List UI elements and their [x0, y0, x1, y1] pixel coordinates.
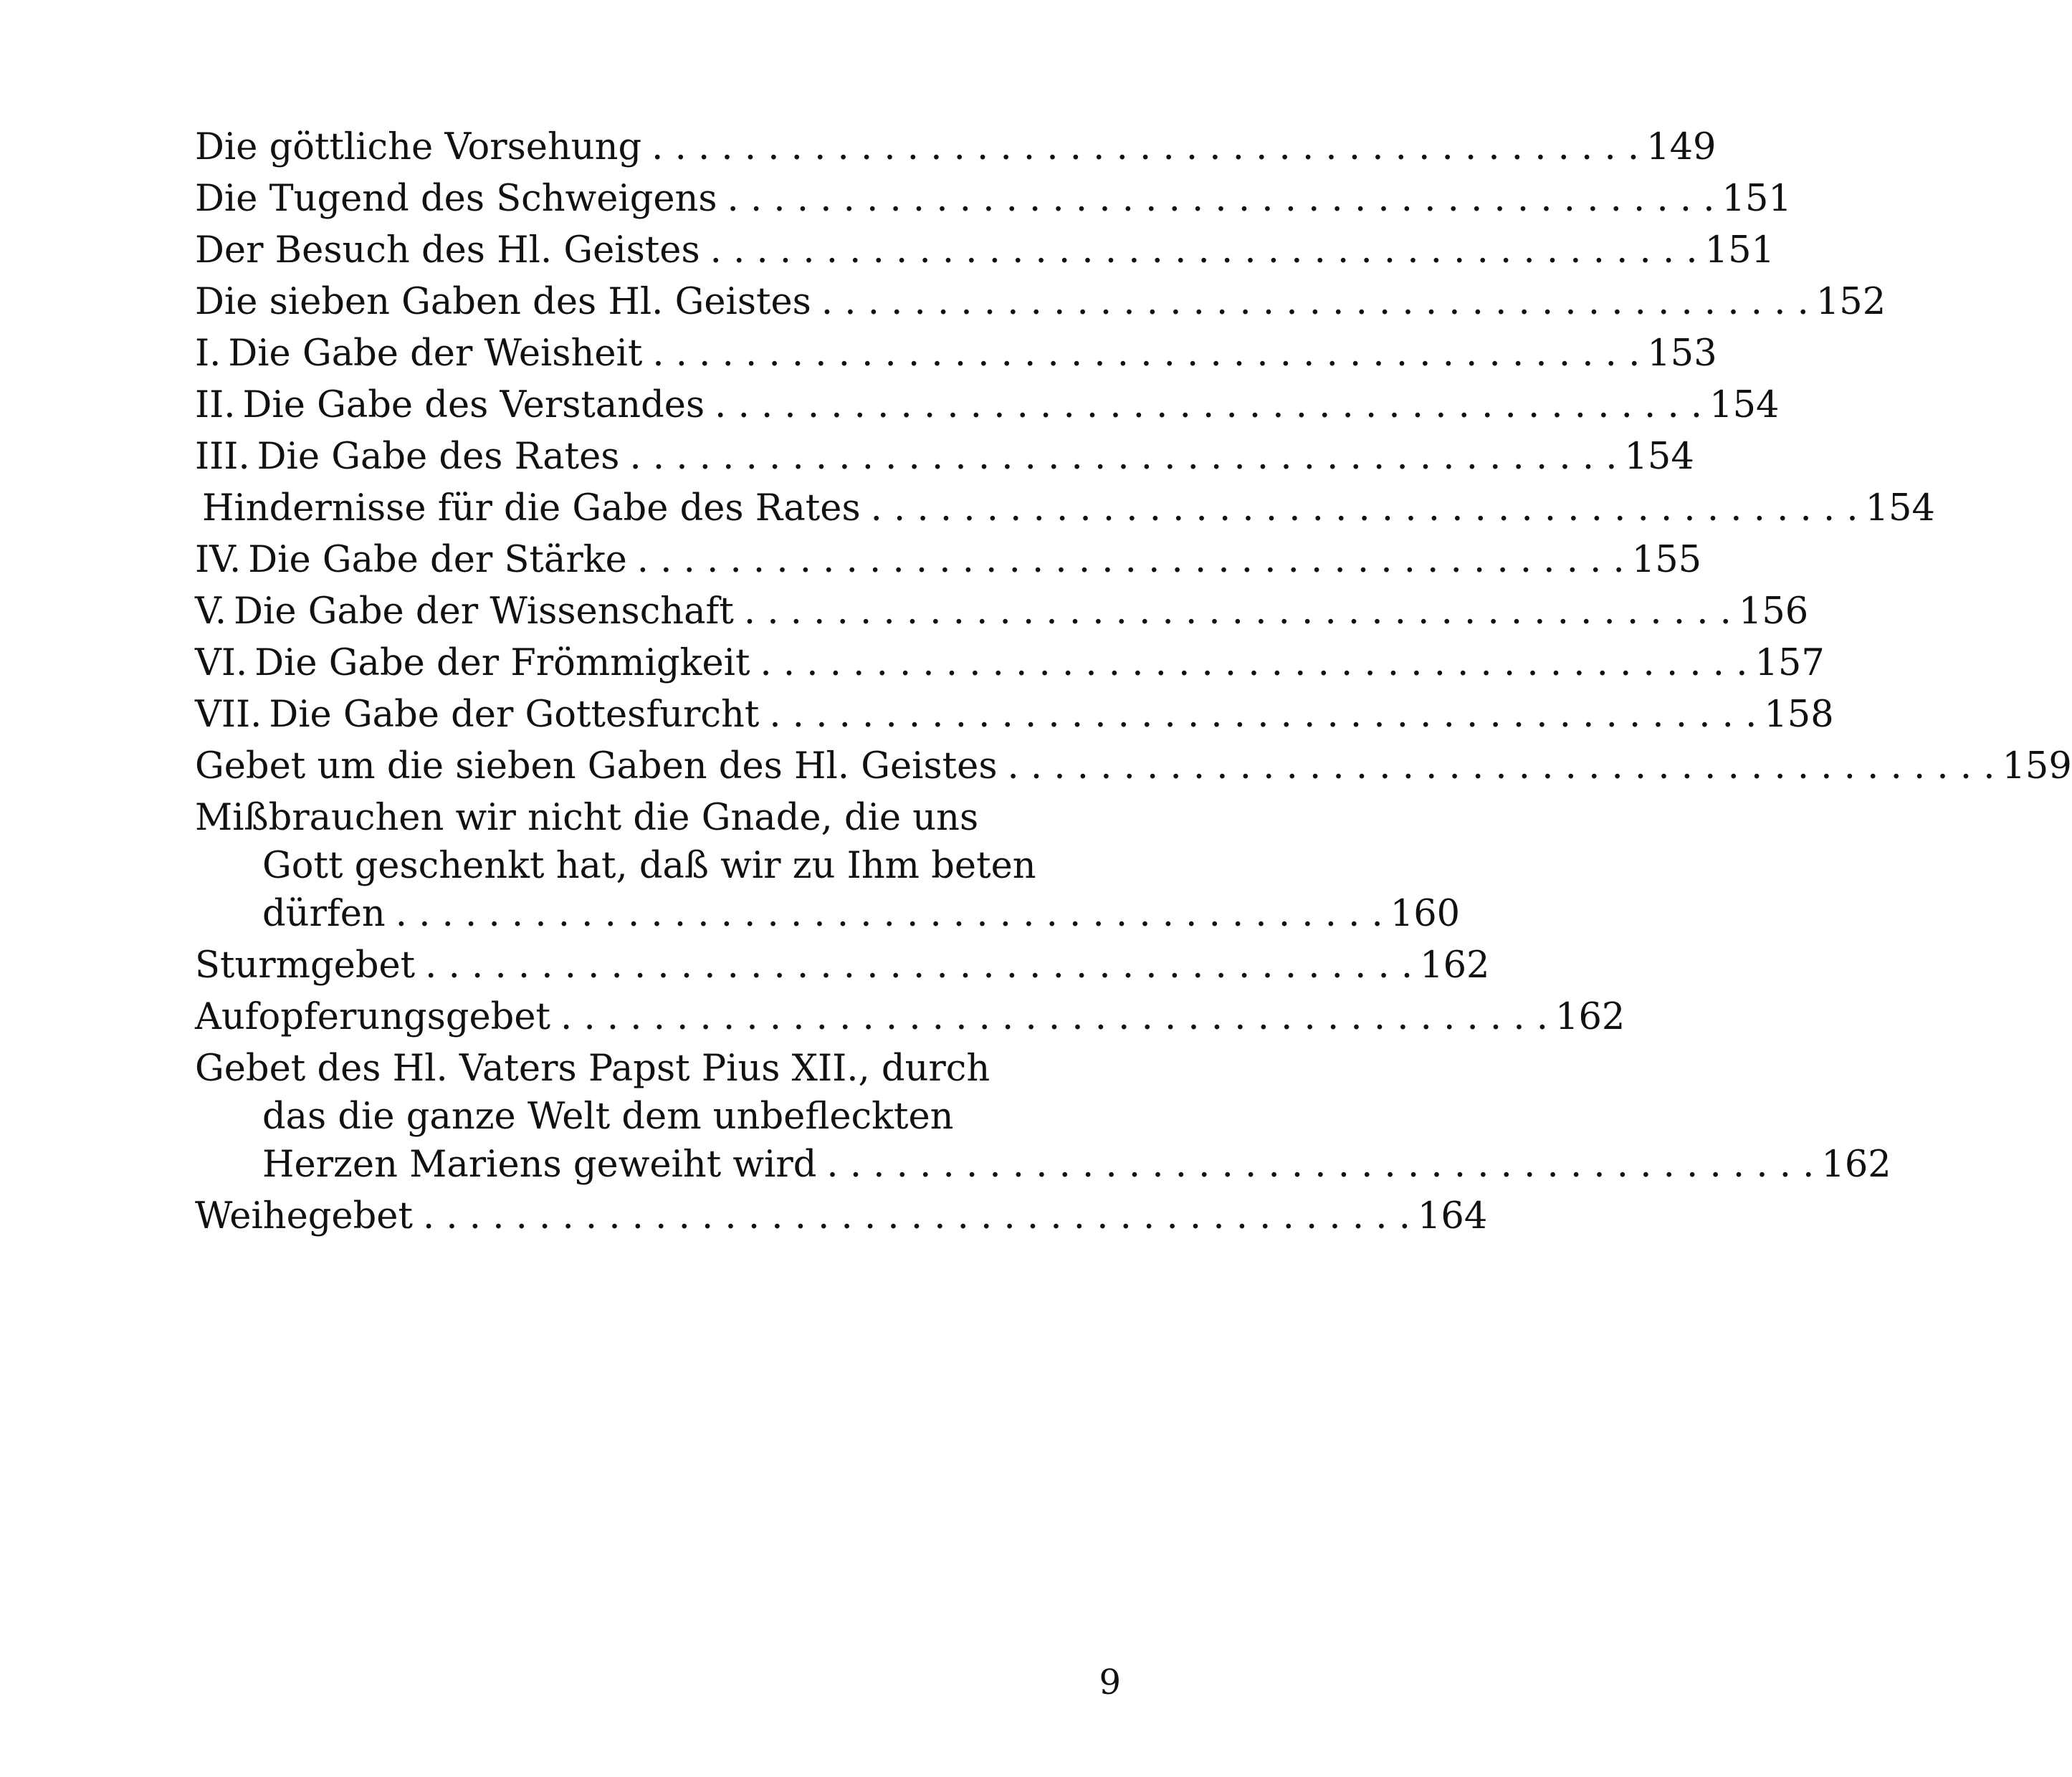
toc-entry-title: Weihegebet — [195, 1195, 413, 1237]
toc-leader-dots: . . . . . . . . . . . . . . . . . . . . . . . . . . . . . . . . . . . . . . . . . . . — [727, 178, 1715, 220]
toc-entry-title: Die Gabe der Wissenschaft — [234, 590, 734, 633]
toc-entry-page: 160 — [1390, 893, 1461, 935]
toc-entry-page: 154 — [1865, 487, 1935, 530]
toc-entry-numeral: VI. — [195, 642, 248, 684]
toc-entry[interactable] — [195, 1192, 1488, 1244]
toc-leader-dots: . . . . . . . . . . . . . . . . . . . . . . . . . . . . . . . . . . . . . . . . . . . — [826, 1144, 1815, 1186]
toc-entry-title-line: dürfen — [262, 893, 386, 935]
toc-entry-numeral: VII. — [195, 694, 262, 736]
toc-leader-dots: . . . . . . . . . . . . . . . . . . . . . . . . . . . . . . . . . . . . . . . . . . . — [651, 126, 1640, 168]
toc-entry[interactable] — [195, 226, 1775, 278]
toc-entry-page: 151 — [1722, 178, 1792, 220]
toc-entry-page: 162 — [1821, 1144, 1891, 1186]
toc-entry-title: Die sieben Gaben des Hl. Geistes — [195, 281, 811, 323]
toc-entry-title: Die Gabe der Frömmigkeit — [254, 642, 750, 684]
toc-entry-title: Sturmgebet — [195, 944, 416, 987]
toc-entry[interactable] — [195, 742, 2072, 794]
toc-leader-dots: . . . . . . . . . . . . . . . . . . . . . . . . . . . . . . . . . . . . . . . . . . . — [652, 332, 1641, 375]
toc-entry-title: Die Gabe der Weisheit — [228, 332, 643, 375]
toc-entry[interactable] — [195, 536, 1702, 588]
toc-leader-dots: . . . . . . . . . . . . . . . . . . . . . . . . . . . . . . . . . . . . . . . . . . . — [769, 694, 1757, 736]
toc-leader-dots: . . . . . . . . . . . . . . . . . . . . . . . . . . . . . . . . . . . . . . . . . . . — [629, 436, 1618, 478]
toc-entry-page: 159 — [2002, 745, 2072, 787]
toc-entry[interactable] — [195, 175, 1792, 226]
toc-entry-page: 153 — [1647, 332, 1717, 375]
table-of-contents — [195, 123, 2072, 1244]
toc-entry-numeral: III. — [195, 436, 250, 478]
toc-leader-dots: . . . . . . . . . . . . . . . . . . . . . . . . . . . . . . . . . . . . . . . . . . . — [743, 590, 1732, 633]
toc-entry[interactable] — [195, 588, 1809, 639]
toc-entry-title-line: Gebet des Hl. Vaters Papst Pius XII., durch — [195, 1048, 990, 1090]
toc-leader-dots: . . . . . . . . . . . . . . . . . . . . . . . . . . . . . . . . . . . . . . . . . . . — [395, 893, 1383, 935]
toc-entry-title-line: das die ganze Welt dem unbefleckten — [262, 1096, 954, 1138]
page-number: 9 — [1099, 1662, 1121, 1702]
toc-entry[interactable] — [195, 691, 1834, 742]
toc-entry-page: 151 — [1704, 229, 1775, 272]
toc-leader-dots: . . . . . . . . . . . . . . . . . . . . . . . . . . . . . . . . . . . . . . . . . . . — [636, 539, 1625, 581]
toc-entry-page: 149 — [1646, 126, 1717, 168]
toc-entry-title: Die Gabe der Stärke — [248, 539, 627, 581]
toc-entry-title: Die Gabe der Gottesfurcht — [269, 694, 760, 736]
toc-entry[interactable] — [195, 278, 1886, 330]
toc-entry-title-line: Mißbrauchen wir nicht die Gnade, die uns — [195, 797, 979, 839]
toc-entry[interactable] — [195, 330, 1717, 381]
toc-leader-dots: . . . . . . . . . . . . . . . . . . . . . . . . . . . . . . . . . . . . . . . . . . . — [760, 642, 1748, 684]
toc-entry-page: 152 — [1815, 281, 1886, 323]
toc-entry-page: 164 — [1417, 1195, 1488, 1237]
toc-entry[interactable] — [195, 1045, 1891, 1189]
toc-entry-page: 155 — [1631, 539, 1702, 581]
toc-leader-dots: . . . . . . . . . . . . . . . . . . . . . . . . . . . . . . . . . . . . . . . . . . . — [715, 384, 1703, 426]
toc-entry[interactable] — [195, 433, 1694, 484]
toc-entry[interactable] — [195, 942, 1490, 993]
toc-entry-numeral: I. — [195, 332, 221, 375]
toc-entry-numeral: V. — [195, 590, 227, 633]
toc-entry-page: 162 — [1555, 996, 1625, 1038]
toc-entry-title: Hindernisse für die Gabe des Rates — [202, 487, 861, 530]
toc-leader-dots: . . . . . . . . . . . . . . . . . . . . . . . . . . . . . . . . . . . . . . . . . . . — [1007, 745, 1995, 787]
toc-entry-page: 154 — [1624, 436, 1694, 478]
toc-entry-title: Gebet um die sieben Gaben des Hl. Geistes — [195, 745, 998, 787]
toc-entry-page: 156 — [1738, 590, 1809, 633]
toc-entry-numeral: IV. — [195, 539, 242, 581]
toc-entry[interactable] — [195, 993, 1625, 1045]
toc-entry[interactable] — [195, 484, 1935, 536]
toc-entry-title-line: Gott geschenkt hat, daß wir zu Ihm beten — [262, 845, 1036, 887]
toc-leader-dots: . . . . . . . . . . . . . . . . . . . . . . . . . . . . . . . . . . . . . . . . . . . — [821, 281, 1809, 323]
toc-entry-numeral: II. — [195, 384, 236, 426]
toc-entry-page: 158 — [1764, 694, 1834, 736]
toc-entry-page: 154 — [1709, 384, 1780, 426]
toc-leader-dots: . . . . . . . . . . . . . . . . . . . . . . . . . . . . . . . . . . . . . . . . . . . — [422, 1195, 1410, 1237]
toc-entry[interactable] — [195, 639, 1825, 691]
toc-entry-title: Die göttliche Vorsehung — [195, 126, 642, 168]
toc-entry[interactable] — [195, 123, 1717, 175]
toc-entry-title: Die Gabe des Verstandes — [242, 384, 705, 426]
toc-leader-dots: . . . . . . . . . . . . . . . . . . . . . . . . . . . . . . . . . . . . . . . . . . . — [560, 996, 1548, 1038]
toc-entry-title: Der Besuch des Hl. Geistes — [195, 229, 700, 272]
toc-entry-title: Aufopferungsgebet — [195, 996, 551, 1038]
toc-entry[interactable] — [195, 794, 1461, 938]
toc-leader-dots: . . . . . . . . . . . . . . . . . . . . . . . . . . . . . . . . . . . . . . . . . . . — [870, 487, 1858, 530]
toc-entry-title: Die Gabe des Rates — [257, 436, 620, 478]
toc-entry-page: 162 — [1420, 944, 1490, 987]
toc-entry-page: 157 — [1754, 642, 1825, 684]
toc-leader-dots: . . . . . . . . . . . . . . . . . . . . . . . . . . . . . . . . . . . . . . . . . . . — [425, 944, 1413, 987]
toc-entry[interactable] — [195, 381, 1780, 433]
toc-entry-title: Die Tugend des Schweigens — [195, 178, 717, 220]
toc-entry-title-line: Herzen Mariens geweiht wird — [262, 1144, 817, 1186]
toc-leader-dots: . . . . . . . . . . . . . . . . . . . . . . . . . . . . . . . . . . . . . . . . . . . — [710, 229, 1698, 272]
